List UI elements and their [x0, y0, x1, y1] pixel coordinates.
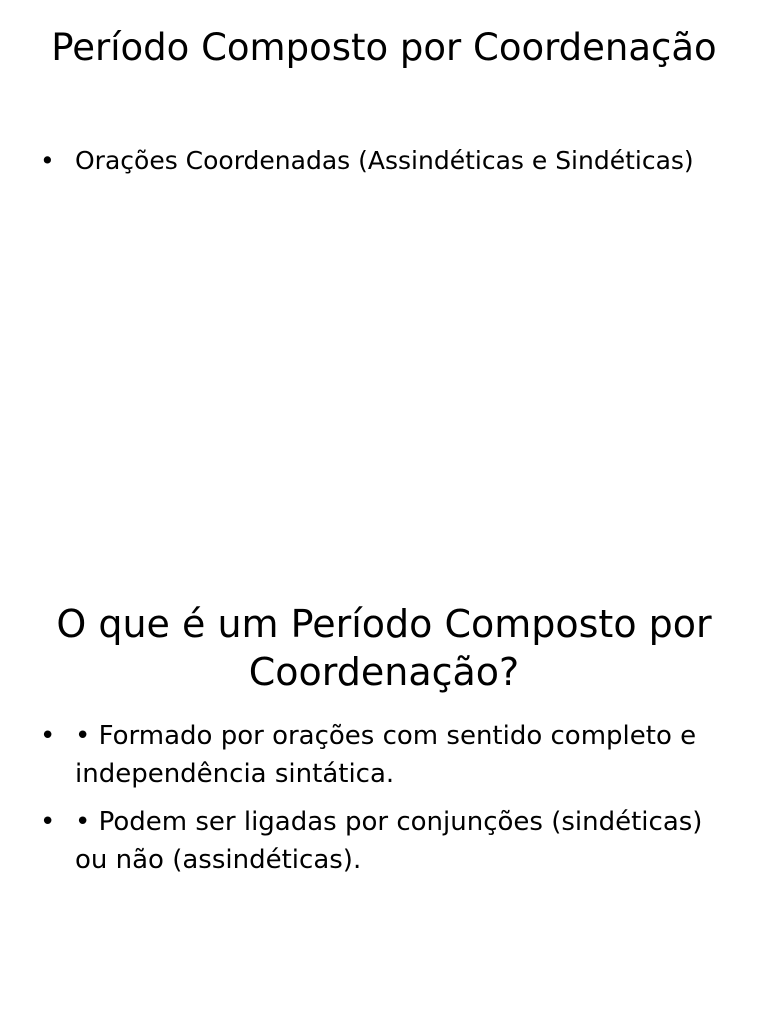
bullet-item [40, 142, 728, 179]
bullet-list [40, 142, 728, 189]
bullet-text: • Podem ser ligadas por conjunções (sindéticas) ou não (assindéticas). [75, 807, 703, 875]
bullet-text: • Formado por orações com sentido completo e independência sintática. [75, 721, 697, 789]
bullet-marker: • [40, 807, 56, 837]
bullet-item [40, 717, 728, 793]
slide-2 [0, 512, 768, 1024]
bullet-marker: • [40, 721, 56, 751]
slide-title: Período Composto por Coordenação [51, 26, 717, 69]
bullet-text: Orações Coordenadas (Assindéticas e Sindéticas) [75, 146, 694, 175]
bullet-marker: • [40, 146, 55, 175]
bullet-list [40, 717, 728, 889]
slide-title: O que é um Período Composto por Coordenação? [56, 602, 712, 694]
bullet-item [40, 803, 728, 879]
